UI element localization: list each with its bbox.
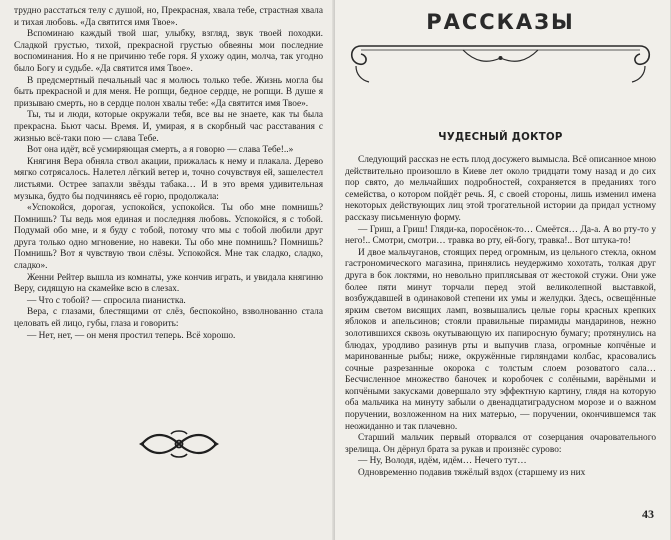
paragraph: Ты, ты и люди, которые окружали тебя, все вы не знаете, как ты была прекрасна. Бьют часы. Время. И, умирая, я в скорбный час расставания с жизнью всё-таки пою — слава Тебе. xyxy=(14,110,323,144)
paragraph: Женни Рейтер вышла из комнаты, уже кончив играть, и увидала княгиню Веру, сидящую на скамейке всю в слезах. xyxy=(14,272,323,295)
paragraph: Княгиня Вера обняла ствол акации, прижалась к нему и плакала. Дерево мягко сотрясалось. Налетел лёгкий ветер и, точно сочувствуя ей, зашелестел листьями. Острее запахли звёзды табака… И в это время удивительная музыка, будто бы подчиняясь её горю, продолжала: xyxy=(14,156,323,202)
paragraph: Следующий рассказ не есть плод досужего вымысла. Всё описанное мною действительно произошло в Киеве лет около тридцати тому назад и до сих пор свято, до мельчайших подробностей, сохраняется в преданиях того семейства, о котором пойдёт речь. Я, с своей стороны, лишь изменил имена некоторых действующих лиц этой трогательной истории да придал устному рассказу письменную форму. xyxy=(345,155,656,223)
page-number: 43 xyxy=(642,507,654,521)
left-page xyxy=(0,0,335,540)
right-page-text xyxy=(345,155,656,480)
paragraph: — Гриш, а Гриш! Гляди-ка, поросёнок-то… Смеётся… Да-а. А во рту-то у него!.. Смотри, смотри… травка во рту, ей-богу, травка!.. Вот штука-то! xyxy=(345,224,656,247)
decorative-frame-icon xyxy=(345,32,656,92)
section-header xyxy=(345,6,656,72)
flourish-ornament-icon xyxy=(138,426,220,462)
paragraph: — Что с тобой? — спросила пианистка. xyxy=(27,295,186,306)
left-page-text xyxy=(14,6,323,342)
paragraph: Вот она идёт, всё усмиряющая смерть, а я говорю — слава Тебе!..» xyxy=(27,145,294,156)
paragraph: В предсмертный печальный час я молюсь только тебе. Жизнь могла бы быть прекрасной и для меня. Не ропщи, бедное сердце, не ропщи. В душе я призываю смерть, но в сердце полон хвалы тебе: «Да святится имя Твое». xyxy=(14,75,323,109)
paragraph: трудно расстаться телу с душой, но, Прекрасная, хвала тебе, страстная хвала и тихая любовь. «Да святится имя Твое». xyxy=(14,6,323,28)
paragraph: Вера, с глазами, блестящими от слёз, беспокойно, взволнованно стала целовать ей лицо, губы, глаза и говорить: xyxy=(14,307,323,330)
paragraph: Вспоминаю каждый твой шаг, улыбку, взгляд, звук твоей походки. Сладкой грустью, тихой, прекрасной грустью обвеяны мои последние воспоминания. Но я не причиню тебе горя. Я ухожу один, молча, так угодно было Богу и судьбе. «Да святится имя Твое». xyxy=(14,29,323,74)
section-title: РАССКАЗЫ xyxy=(426,10,575,34)
story-title: ЧУДЕСНЫЙ ДОКТОР xyxy=(438,132,563,143)
paragraph: «Успокойся, дорогая, успокойся, успокойся. Ты обо мне помнишь? Помнишь? Ты ведь моя единая и последняя любовь. Успокойся, я с тобой. Подумай обо мне, и я буду с тобой, потому что мы с тобой любили друг друга только одно мгновение, но навеки. Ты обо мне помнишь? Помнишь? Помнишь? Вот я чувствую твои слёзы. Успокойся. Мне так сладко, сладко, сладко». xyxy=(14,203,323,272)
paragraph: — Ну, Володя, идём, идём… Нечего тут… xyxy=(358,456,527,467)
paragraph: Старший мальчик первый оторвался от созерцания очаровательного зрелища. Он дёрнул брата за рукав и произнёс сурово: xyxy=(345,433,656,455)
right-page xyxy=(335,0,670,540)
paragraph: — Нет, нет, — он меня простил теперь. Всё хорошо. xyxy=(27,330,236,341)
paragraph: Одновременно подавив тяжёлый вздох (старшему из них xyxy=(358,468,586,479)
paragraph: И двое мальчуганов, стоящих перед огромным, из цельного стекла, окном гастрономического магазина, принялись неудержимо хохотать, толкая друг друга в бок локтями, но невольно приплясывая от жестокой стужи. Они уже более пяти минут торчали перед этой великолепной выставкой, возбуждавшей в одинаковой степени их умы и желудки. Здесь, освещённые ярким светом висящих ламп, возвышались целые горы красных крепких яблоков и апельсинов; стояли правильные пирамиды мандаринов, нежно золотившихся сквозь окутывающую их папиросную бумагу; протянулись на блюдах, уродливо разинув рты и выпучив глаза, огромные копчёные и маринованные рыбы; ниже, окружённые гирляндами колбас, красовались сочные разрезанные окорока с толстым слоем розоватого сала… Бесчисленное множество баночек и коробочек с солёными, варёными и копчёными закусками довершало эту эффектную картину, глядя на которую оба мальчика на минуту забыли о двенадцатиградусном морозе и о важном поручении, возложенном на них матерью, — поручении, окончившемся так неожиданно и так плачевно. xyxy=(345,247,656,432)
